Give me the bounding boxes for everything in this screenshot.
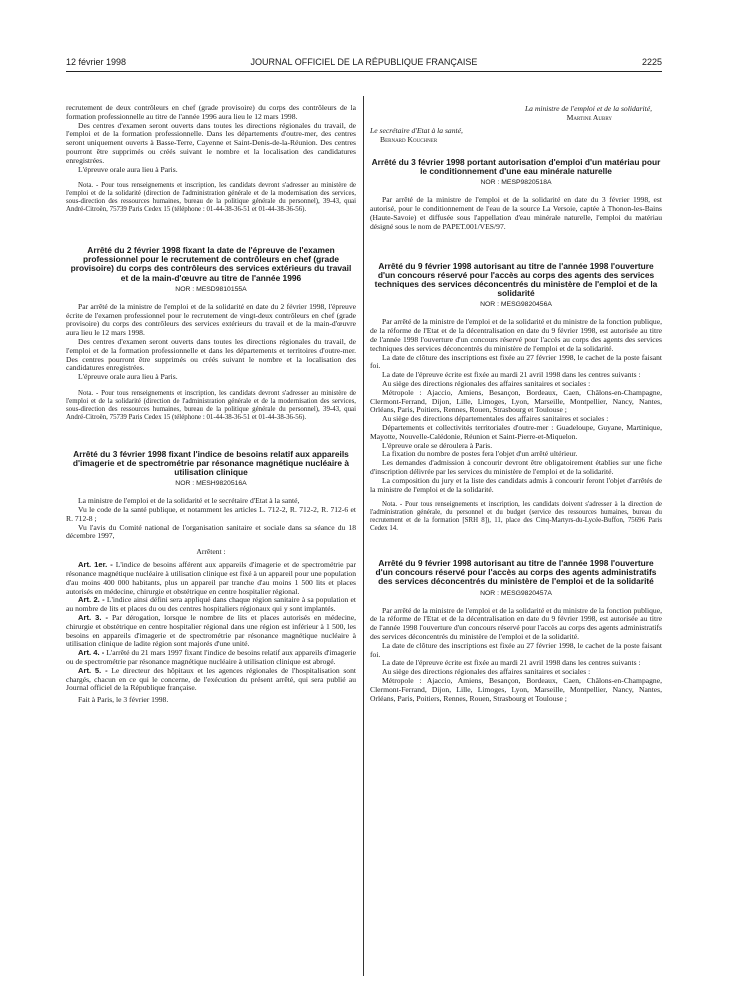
column-separator: [363, 96, 364, 976]
article-text: L'arrêté du 21 mars 1997 fixant l'indice de besoins relatif aux appareils d'imagerie ou de spectrométrie par résonance magnétique nucléaire à utilisation clinique est abrogé.: [66, 648, 356, 666]
paragraph: recrutement de deux contrôleurs en chef (grade provisoire) du corps des contrôleurs de la formation professionnelle au titre de l'année 1996 aura lieu le 12 mars 1998.: [66, 103, 356, 121]
paragraph: La date de clôture des inscriptions est fixée au 27 février 1998, le cachet de la poste faisant foi.: [370, 352, 662, 371]
arretent-heading: Arrêtent :: [196, 547, 226, 557]
paragraph: Au siège des directions départementales des affaires sanitaires et sociales :: [382, 414, 609, 424]
paragraph: Vu l'avis du Comité national de l'organisation sanitaire et sociale dans sa séance du 18 décembre 1997,: [66, 522, 356, 541]
paragraph: L'épreuve orale aura lieu à Paris.: [78, 164, 178, 174]
paragraph: Des centres d'examen seront ouverts dans toutes les directions régionales du travail, de l'emploi et de la formation professionnelle et dans les départements et territoires d'outre-mer. Des centres pourront être supprimés ou créés suivant le nombre et la localisation des candidatures enregistrées.: [66, 337, 356, 373]
paragraph: La composition du jury et la liste des candidats admis à concourir feront l'objet d'arrêtés de la ministre de l'emploi et de la solidarité.: [370, 475, 662, 494]
nota-block: [66, 182, 356, 214]
nota: Nota. - Pour tous renseignements et inscription, les candidats doivent s'adresser à la direction de l'administration générale, du personnel et du budget (service des ressources humaines, bureau du recrutement et de la formation [SRH 8]), 11, place des Cinq-Martyrs-du-Lycée-Buffon, 75696 Paris Cedex 14.: [370, 501, 662, 533]
article-label: Art. 3. -: [78, 612, 109, 622]
paragraph: Des centres d'examen seront ouverts dans toutes les directions régionales du travail, de l'emploi et de la formation professionnelle. Dans les départements d'outre-mer, des centres seront uniquement ouverts à Basse-Terre, Cayenne et Saint-Denis-de-la-Réunion. Des centres pourront être supprimés ou créés suivant le nombre et la localisation des candidatures enregistrées.: [66, 120, 356, 165]
header-rule: [66, 71, 662, 72]
paragraph: Départements et collectivités territoriales d'outre-mer : Guadeloupe, Guyane, Martinique, Mayotte, Nouvelle-Calédonie, Réunion et Saint-Pierre-et-Miquelon.: [370, 422, 662, 441]
nota-block: [370, 501, 662, 533]
nor-reference: NOR : MESG9820456A: [480, 301, 552, 309]
paragraph: Par arrêté de la ministre de l'emploi et de la solidarité en date du 2 février 1998, l'épreuve écrite de l'examen professionnel pour le recrutement de vingt-deux contrôleurs en chef (grade provisoire) du corps des contrôleurs des services extérieurs du travail et de la main-d'œuvre aura lieu le 12 mars 1998.: [66, 301, 356, 338]
paragraph: La date de l'épreuve écrite est fixée au mardi 21 avril 1998 dans les centres suivants :: [382, 370, 641, 380]
paragraph: La date de clôture des inscriptions est fixée au 27 février 1998, le cachet de la poste faisant foi.: [370, 640, 662, 659]
article: [66, 649, 356, 667]
nor-reference: NOR : MESP9820518A: [480, 179, 552, 187]
paragraph: Par arrêté de la ministre de l'emploi et de la solidarité et du ministre de la fonction publique, de la réforme de l'Etat et de la décentralisation en date du 9 février 1998, est autorisée au titre de l'année 1998 l'ouverture d'un concours réservé pour l'accès au corps des agents administratifs des services déconcentrés du ministère de l'emploi et de la solidarité.: [370, 605, 662, 641]
paragraph: Vu le code de la santé publique, et notamment les articles L. 712-2, R. 712-2, R. 712-6 et R. 712-8 ;: [66, 505, 356, 523]
paragraph: Au siège des directions régionales des affaires sanitaires et sociales :: [382, 378, 591, 388]
signature-block: [370, 104, 662, 144]
paragraph: Métropole : Ajaccio, Amiens, Besançon, Bordeaux, Caen, Châlons-en-Champagne, Clermont-Ferrand, Dijon, Lille, Limoges, Lyon, Marseille, Montpellier, Nancy, Nantes, Orléans, Paris, Poitiers, Rennes, Rouen, Strasbourg et Toulouse ;: [370, 387, 662, 415]
paragraph: La fixation du nombre de postes fera l'objet d'un arrêté ultérieur.: [382, 449, 578, 459]
signature-date: Fait à Paris, le 3 février 1998.: [78, 695, 169, 705]
article-label: Art. 5. -: [78, 665, 108, 675]
decree-title: Arrêté du 9 février 1998 autorisant au titre de l'année 1998 l'ouverture d'un concours réservé pour l'accès au corps des agents des services techniques des services déconcentrés du ministère de l'emploi et de la solidarité: [374, 260, 658, 299]
decree-title: Arrêté du 2 février 1998 fixant la date de l'épreuve de l'examen professionnel pour le recrutement de contrôleurs en chef (grade provisoire) du corps des contrôleurs des services extérieurs du travail et de la main-d'œuvre au titre de l'année 1996: [70, 245, 352, 283]
paragraph: L'épreuve orale se déroulera à Paris.: [382, 440, 493, 450]
article-text: L'indice de besoins afférent aux appareils d'imagerie et de spectrométrie par résonance magnétique nucléaire à utilisation clinique est fixé à un appareil pour une population d'au moins 400 000 habitants, plus un appareil par tranche d'au moins 1 500 lits et places autorisés en médecine, chirurgie et obstétrique en centre hospitalier régional.: [66, 560, 356, 596]
paragraph: Par arrêté de la ministre de l'emploi et de la solidarité et du ministre de la fonction publique, de la réforme de l'Etat et de la décentralisation en date du 9 février 1998, est autorisée au titre de l'année 1998 l'ouverture d'un concours réservé pour l'accès au corps des agents des services techniques des services déconcentrés du ministère de l'emploi et de la solidarité.: [370, 317, 662, 353]
decree-title: Arrêté du 9 février 1998 autorisant au titre de l'année 1998 l'ouverture d'un concours réservé pour l'accès au corps des agents administratifs des services déconcentrés du ministère de l'emploi et de la solidarité: [375, 557, 657, 587]
signatory-name: Martine Aubry: [566, 113, 612, 122]
nor-reference: NOR : MESG9820457A: [480, 589, 552, 597]
article-text: Le directeur des hôpitaux et les agences régionales de l'hospitalisation sont chargés, chacun en ce qui le concerne, de l'exécution du présent arrêté, qui sera publié au Journal officiel de la République française.: [66, 665, 356, 693]
header-date: 12 février 1998: [66, 57, 127, 67]
paragraph: Les demandes d'admission à concourir devront être obligatoirement établies sur une fiche d'inscription délivrée par les services du ministère de l'emploi et de la solidarité.: [370, 458, 662, 476]
page-header: [66, 57, 662, 71]
article-label: Art. 2. -: [78, 595, 105, 605]
article: [66, 561, 356, 596]
article-text: Par dérogation, lorsque le nombre de lits et places autorisés en médecine, chirurgie et obstétrique en centre hospitalier régional dans une région est inférieur à 1 500, les besoins en appareils d'imagerie et de spectrométrie par résonance magnétique nucléaire à utilisation clinique de ladite région sont majorés d'une unité.: [66, 612, 356, 649]
signatory-title: La ministre de l'emploi et de la solidarité,: [524, 104, 652, 113]
nota-block: [66, 390, 356, 422]
nor-reference: NOR : MESD9810155A: [175, 285, 247, 293]
article-label: Art. 1er. -: [78, 560, 113, 570]
header-journal: JOURNAL OFFICIEL DE LA RÉPUBLIQUE FRANÇAISE: [250, 57, 478, 67]
signatory-title: Le secrétaire d'Etat à la santé,: [370, 126, 463, 135]
article: [66, 596, 356, 614]
decree-title: Arrêté du 3 février 1998 fixant l'indice de besoins relatif aux appareils d'imagerie et de spectrométrie par résonance magnétique nucléaire à utilisation clinique: [72, 448, 350, 478]
article: [66, 614, 356, 649]
paragraph: Métropole : Ajaccio, Amiens, Besançon, Bordeaux, Caen, Châlons-en-Champagne, Clermont-Ferrand, Dijon, Lille, Limoges, Lyon, Marseille, Montpellier, Nancy, Nantes, Orléans, Paris, Poitiers, Rennes, Rouen, Strasbourg et Toulouse ;: [370, 675, 662, 703]
paragraph: L'épreuve orale aura lieu à Paris.: [78, 372, 178, 382]
nota: Nota. - Pour tous renseignements et inscription, les candidats devront s'adresser au ministère de l'emploi et de la solidarité (direction de l'administration générale et de la modernisation des services, sous-direction des ressources humaines, bureau de la politique générale du personnel), 39-43, quai André-Citroën, 75739 Paris Cedex 15 (téléphone : 01-44-38-36-51 et 01-44-38-36-56).: [66, 182, 356, 214]
signatory-name: Bernard Kouchner: [380, 135, 438, 144]
article-label: Art. 4. -: [78, 648, 105, 658]
paragraph: La date de l'épreuve écrite est fixée au mardi 21 avril 1998 dans les centres suivants :: [382, 658, 641, 668]
paragraph: La ministre de l'emploi et de la solidarité et le secrétaire d'Etat à la santé,: [78, 496, 300, 506]
nota: Nota. - Pour tous renseignements et inscription, les candidats devront s'adresser au ministère de l'emploi et de la solidarité (direction de l'administration générale et de la modernisation des services, sous-direction des ressources humaines, bureau de la politique générale du personnel), 39-43, quai André-Citroën, 75739 Paris Cedex 15 (téléphone : 01-44-38-36-51 et 01-44-38-36-56).: [66, 389, 356, 421]
header-page-number: 2225: [641, 57, 662, 67]
article-text: L'indice ainsi défini sera appliqué dans chaque région sanitaire à sa population et au nombre de lits et places du ou des centres hospitaliers régionaux qui y sont implantés.: [66, 595, 356, 614]
decree-title: Arrêté du 3 février 1998 portant autorisation d'emploi d'un matériau pour le conditionnement d'une eau minérale naturelle: [371, 157, 661, 177]
paragraph: Par arrêté de la ministre de l'emploi et de la solidarité en date du 3 février 1998, est autorisé, pour le conditionnement de l'eau de la source La Versoie, captée à Thonon-les-Bains (Haute-Savoie) et diffusée sous l'appellation d'eau minérale naturelle, l'emploi du matériau désigné sous le nom de PAPET.001/VES/97.: [370, 195, 662, 231]
right-column: [370, 104, 662, 703]
nor-reference: NOR : MESH9820516A: [175, 480, 247, 488]
left-column: [66, 104, 356, 705]
paragraph: Au siège des directions régionales des affaires sanitaires et sociales :: [382, 667, 591, 677]
article: [66, 667, 356, 693]
